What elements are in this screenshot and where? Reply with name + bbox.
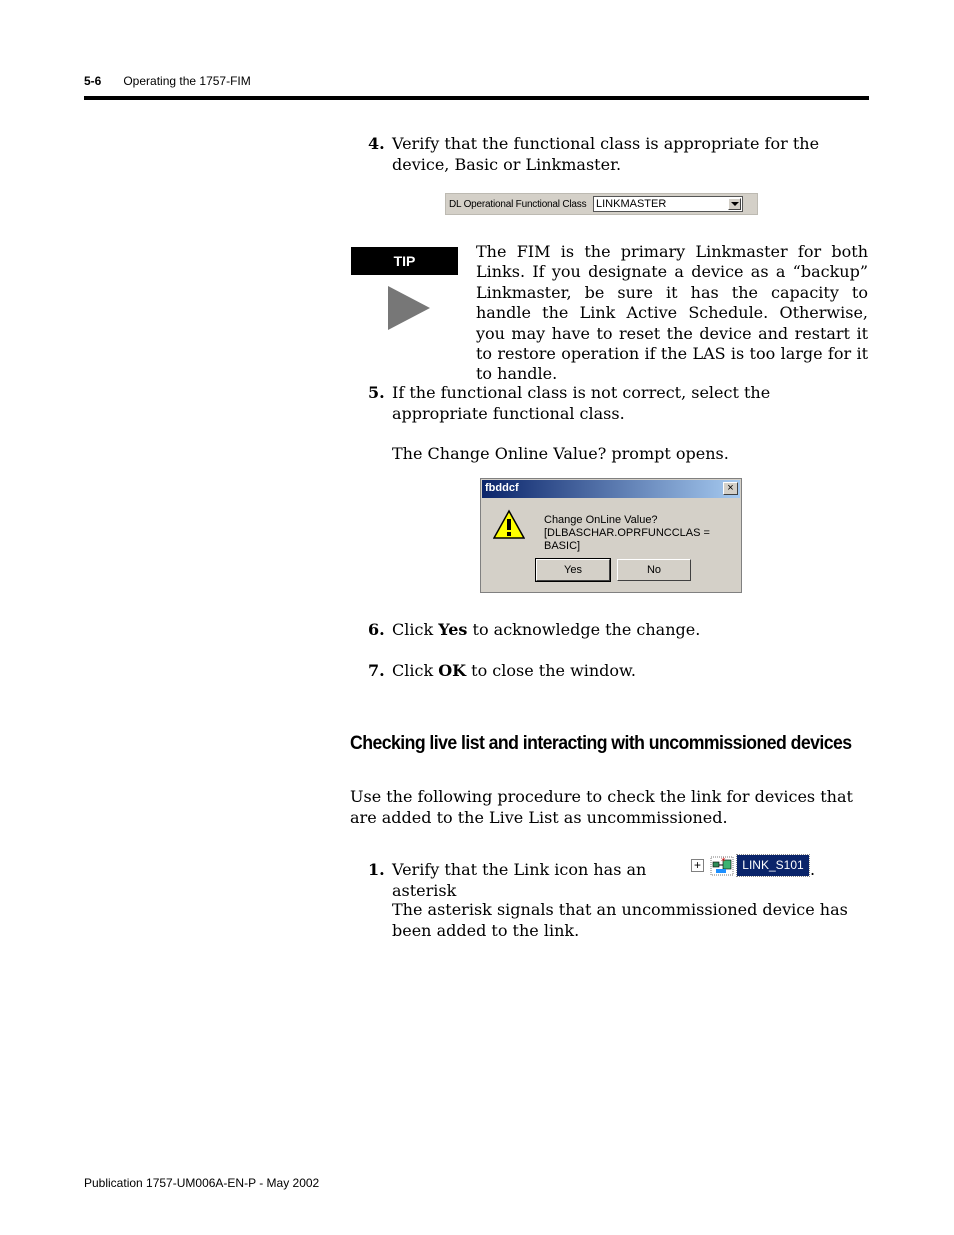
dialog-title: fbddcf [485,482,519,494]
dialog-titlebar [482,480,740,498]
step-text [392,620,848,641]
step-number: 7. [368,661,385,680]
svg-text:*: * [721,857,726,867]
step-text: Verify that the Link icon has an asterisk [392,860,647,900]
step-number: 5. [368,383,385,402]
step-text-bold: OK [438,661,467,680]
dialog-message-line2: [DLBASCHAR.OPRFUNCCLAS = BASIC] [544,527,710,552]
step-text [392,661,848,682]
step-text-pre: Click [392,661,439,680]
step-6 [368,620,848,641]
expand-icon[interactable]: + [691,859,704,872]
no-button[interactable]: No [617,559,691,581]
step-text-post: to acknowledge the change. [467,620,701,639]
step-text-post: to close the window. [466,661,636,680]
dropdown-arrow-icon[interactable] [728,198,741,210]
step-1-note: The asterisk signals that an uncommissioned device has been added to the link. [392,900,848,940]
functional-class-value: LINKMASTER [596,198,667,210]
tip-text: The FIM is the primary Linkmaster for both Links. If you designate a device as a “backup” Linkmaster, be sure it has the capacity to handle the Link Active Schedule. Otherwise, you may have to reset the device and restart it to restore operation if the LAS is too large for it to handle. [476,242,868,384]
tip-arrow-icon [388,286,430,330]
page-footer: Publication 1757-UM006A-EN-P - May 2002 [84,1176,320,1190]
step-1-period: . [810,860,816,879]
step-7 [368,661,848,682]
dialog-message [544,514,741,553]
step-text-bold: Yes [438,620,468,639]
step-5-note: The Change Online Value? prompt opens. [392,444,729,463]
section-heading: Checking live list and interacting with uncommissioned devices [350,733,852,754]
step-number: 6. [368,620,385,639]
step-5 [368,383,848,424]
step-4 [368,134,848,175]
yes-button[interactable]: Yes [536,559,610,581]
step-number: 1. [368,860,385,879]
step-text-pre: Click [392,620,439,639]
section-intro: Use the following procedure to check the link for devices that are added to the Live List as uncommissioned. [350,787,853,827]
close-icon[interactable]: × [723,482,738,495]
chapter-title: Operating the 1757-FIM [123,74,251,88]
step-1 [368,860,688,901]
step-number: 4. [368,134,385,153]
dialog-message-line1: Change OnLine Value? [544,514,658,526]
functional-class-select[interactable] [593,196,743,212]
change-online-value-dialog [480,478,742,593]
functional-class-field [445,193,758,215]
warning-icon [493,509,525,541]
functional-class-label: DL Operational Functional Class [449,199,587,210]
page-header [84,74,251,88]
link-label[interactable]: LINK_S101 [737,855,809,876]
page-number: 5-6 [84,74,102,88]
link-network-icon [710,856,734,876]
step-text: Verify that the functional class is appropriate for the device, Basic or Linkmaster. [392,134,820,174]
step-text: If the functional class is not correct, select the appropriate functional class. [392,383,771,423]
tip-label: TIP [351,247,458,275]
header-rule [84,96,869,100]
